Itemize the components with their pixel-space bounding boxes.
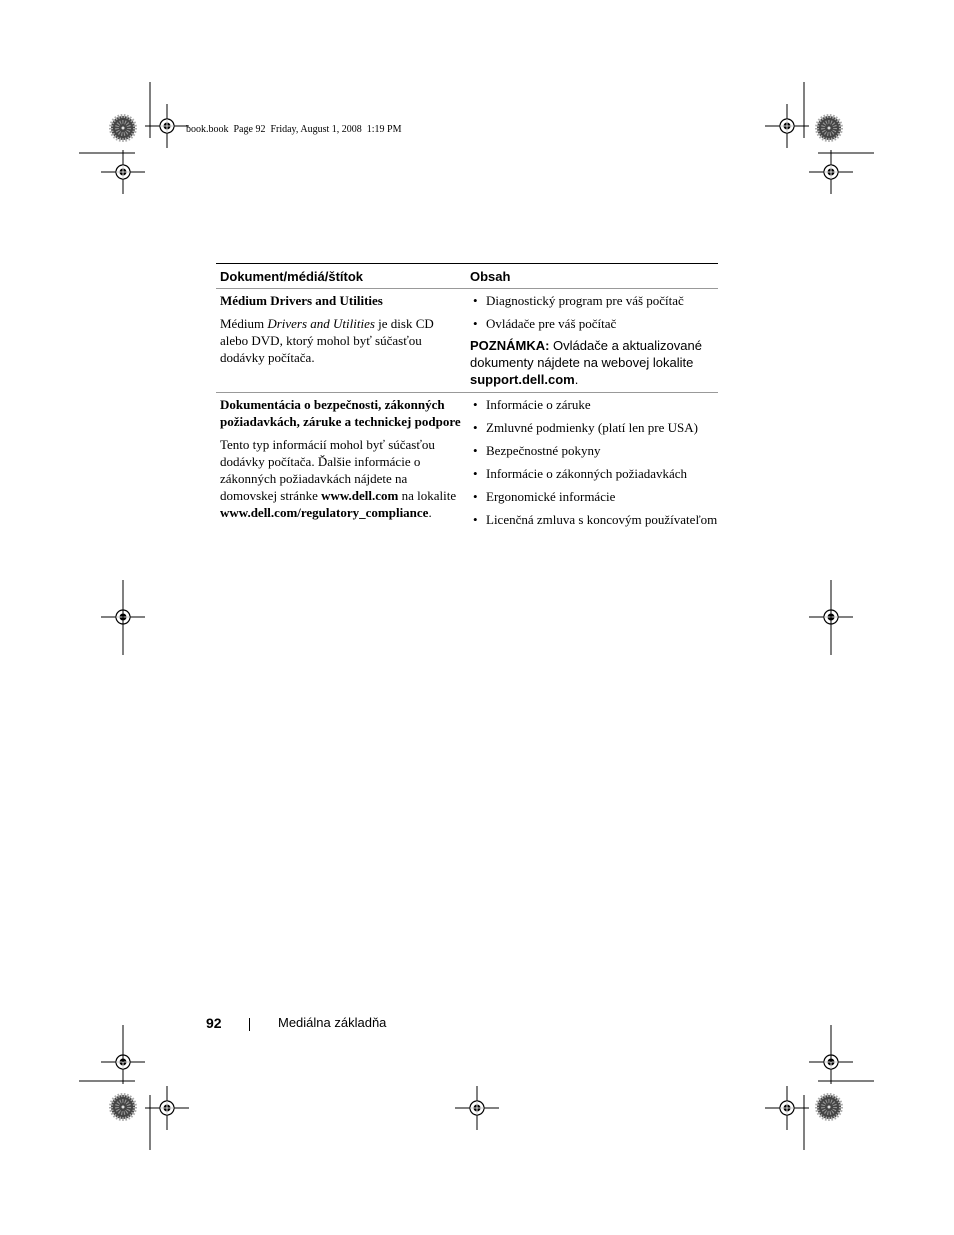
list-item: • Informácie o záruke: [470, 396, 718, 413]
section-title: Mediálna základňa: [278, 1015, 387, 1030]
row-description: [220, 436, 462, 521]
note-end: .: [574, 372, 579, 387]
row-document-cell: [216, 289, 466, 392]
table-row: [216, 392, 718, 563]
header-content: Obsah: [470, 268, 511, 284]
desc-link: www.dell.com: [321, 488, 399, 503]
document-table: [216, 263, 718, 563]
note-label: POZNÁMKA:: [470, 338, 550, 353]
table-header: [216, 263, 718, 289]
desc-text: Médium: [220, 316, 268, 331]
header-document: Dokument/médiá/štítok: [220, 268, 364, 284]
row-content-cell: [466, 393, 718, 563]
row-document-cell: [216, 393, 466, 563]
footer-separator: [249, 1018, 250, 1031]
list-item: • Ergonomické informácie: [470, 488, 718, 505]
list-item: • Zmluvné podmienky (platí len pre USA): [470, 419, 718, 436]
row-content-cell: [466, 289, 718, 392]
desc-text: .: [428, 505, 432, 520]
desc-link: www.dell.com/regulatory_compliance: [220, 505, 429, 520]
row-description: [220, 315, 462, 366]
note: [470, 337, 718, 388]
note-text: Ovládače a aktualizované dokumenty nájdete na webovej lokalite: [470, 338, 702, 370]
desc-text: Tento typ informácií mohol byť súčasťou dodávky počítača. Ďalšie informácie o zákonných požiadavkách nájdete na domovskej stránke: [220, 437, 435, 503]
row-title: Médium Drivers and Utilities: [220, 293, 383, 308]
row-title: Dokumentácia o bezpečnosti, zákonných požiadavkách, záruke a technickej podpore: [220, 397, 461, 429]
content-list: [470, 292, 718, 332]
desc-text: je disk CD alebo DVD, ktorý mohol byť súčasťou dodávky počítača.: [220, 316, 434, 365]
desc-text: na lokalite: [398, 488, 457, 503]
slug-line: book.book Page 92 Friday, August 1, 2008 1:19 PM: [186, 124, 402, 135]
page-number: 92: [206, 1015, 222, 1031]
list-item: • Diagnostický program pre váš počítač: [470, 292, 718, 309]
list-item: • Informácie o zákonných požiadavkách: [470, 465, 718, 482]
desc-italic: Drivers and Utilities: [267, 316, 375, 331]
table-row: [216, 289, 718, 392]
list-item: • Ovládače pre váš počítač: [470, 315, 718, 332]
list-item: • Bezpečnostné pokyny: [470, 442, 718, 459]
list-item: • Licenčná zmluva s koncovým používateľom: [470, 511, 718, 528]
note-link: support.dell.com: [470, 372, 575, 387]
content-list: [470, 396, 718, 528]
